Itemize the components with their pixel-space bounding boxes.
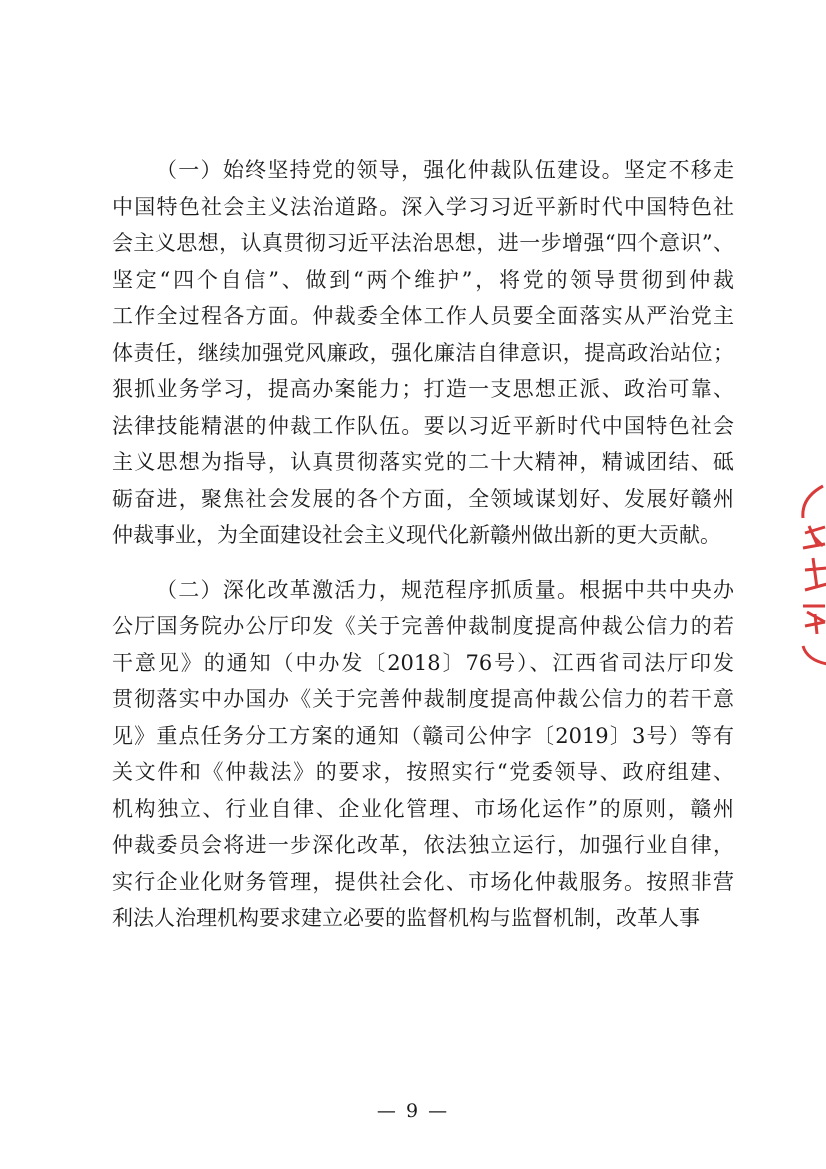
text-line: 实行企业化财务管理，提供社会化、市场化仲裁服务。按照非营	[112, 869, 734, 894]
text-line: 关文件和《仲裁法》的要求，按照实行“党委领导、政府组建、	[112, 760, 734, 784]
text-line: （一）始终坚持党的领导，强化仲裁队伍建设。坚定不移走	[156, 158, 734, 182]
page-number: — 9 —	[376, 1100, 450, 1122]
text-line: 法律技能精湛的仲裁工作队伍。要以习近平新时代中国特色社会	[112, 413, 734, 438]
paragraph	[112, 572, 734, 937]
text-line: 主义思想为指导，认真贯彻落实党的二十大精神，精诚团结、砥	[112, 450, 734, 474]
document-body	[112, 152, 734, 937]
text-line: 仲裁事业，为全面建设社会主义现代化新赣州做出新的更大贡献。	[112, 523, 721, 547]
paragraph	[112, 152, 734, 554]
text-line: 坚定“四个自信”、做到“两个维护”，将党的领导贯彻到仲裁	[112, 267, 734, 292]
paragraph-gap	[112, 554, 734, 572]
text-line: 机构独立、行业自律、企业化管理、市场化运作”的原则，赣州	[112, 796, 734, 821]
text-line: 砺奋进，聚焦社会发展的各个方面，全领域谋划好、发展好赣州	[112, 486, 734, 511]
text-line: 利法人治理机构要求建立必要的监督机构与监督机制，改革人事	[112, 906, 700, 930]
text-line: 公厅国务院办公厅印发《关于完善仲裁制度提高仲裁公信力的若	[112, 614, 734, 638]
text-line: （二）深化改革激活力，规范程序抓质量。根据中共中央办	[156, 577, 734, 602]
text-line: 体责任，继续加强党风廉政，强化廉洁自律意识，提高政治站位；	[112, 340, 734, 365]
red-seal-stamp	[783, 478, 826, 668]
text-line: 工作全过程各方面。仲裁委全体工作人员要全面落实从严治党主	[112, 304, 734, 328]
text-line: 贯彻落实中办国办《关于完善仲裁制度提高仲裁公信力的若干意	[112, 687, 734, 711]
text-line: 狠抓业务学习，提高办案能力；打造一支思想正派、政治可靠、	[112, 377, 734, 401]
text-line: 中国特色社会主义法治道路。深入学习习近平新时代中国特色社	[112, 194, 734, 219]
text-line: 见》重点任务分工方案的通知（赣司公仲字〔2019〕3号）等有	[112, 723, 734, 748]
text-line: 会主义思想，认真贯彻习近平法治思想，进一步增强“四个意识”、	[112, 231, 734, 255]
text-line: 干意见》的通知（中办发〔2018〕76号）、江西省司法厅印发	[112, 650, 734, 675]
text-line: 仲裁委员会将进一步深化改革，依法独立运行，加强行业自律，	[112, 833, 734, 857]
